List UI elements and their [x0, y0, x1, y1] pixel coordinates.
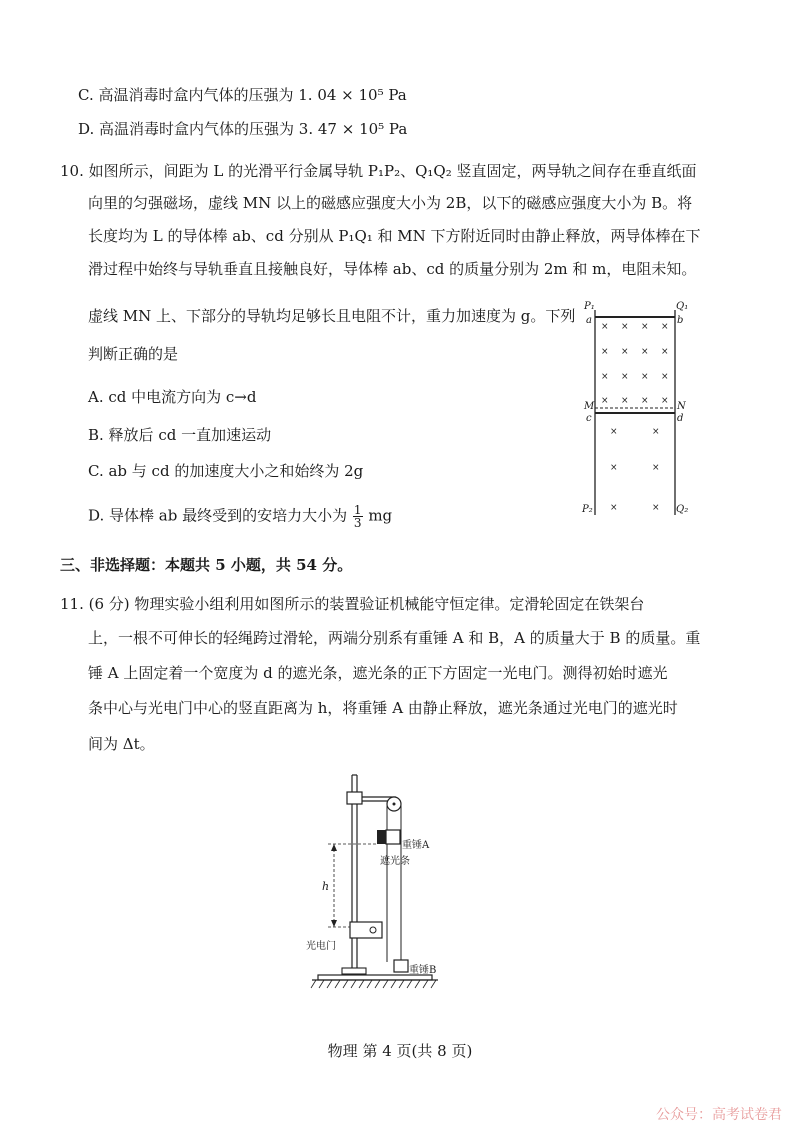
q11-line-5: 间为 Δt。: [88, 735, 155, 753]
q9-option-c: C. 高温消毒时盒内气体的压强为 1. 04 × 10⁵ Pa: [78, 86, 407, 104]
field-cross: ×: [652, 503, 660, 513]
q10-line-6: 判断正确的是: [88, 345, 179, 363]
field-cross: ×: [661, 322, 669, 332]
label-q1: Q₁: [676, 301, 689, 312]
label-p1: P₁: [584, 301, 595, 312]
q10-option-d-prefix: D. 导体棒 ab 最终受到的安培力大小为: [88, 506, 348, 525]
q10-option-d-suffix: mg: [368, 506, 393, 525]
label-shading-strip: 遮光条: [380, 856, 410, 867]
field-cross: ×: [610, 463, 618, 473]
label-d: d: [677, 413, 684, 424]
fraction-numerator: 1: [353, 503, 362, 517]
label-weight-a: 重锤A: [402, 840, 430, 851]
q10-line-1: 10. 如图所示，间距为 L 的光滑平行金属导轨 P₁P₂、Q₁Q₂ 竖直固定，两导轨之间存在垂直纸面: [60, 162, 697, 180]
field-cross: ×: [621, 347, 629, 357]
field-cross: ×: [621, 396, 629, 406]
q10-line-5: 虚线 MN 上、下部分的导轨均足够长且电阻不计，重力加速度为 g。下列: [88, 307, 576, 325]
q10-option-a: A. cd 中电流方向为 c→d: [88, 388, 257, 406]
field-cross: ×: [652, 463, 660, 473]
q11-figure: [300, 772, 450, 997]
field-cross: ×: [621, 322, 629, 332]
q10-line-2: 向里的匀强磁场，虚线 MN 以上的磁感应强度大小为 2B，以下的磁感应强度大小为 B。将: [88, 194, 693, 212]
label-n: N: [677, 401, 686, 412]
field-cross: ×: [641, 372, 649, 382]
field-cross: ×: [641, 322, 649, 332]
field-cross: ×: [661, 372, 669, 382]
label-h: h: [322, 880, 330, 893]
page-footer: 物理 第 4 页(共 8 页): [327, 1042, 473, 1060]
q10-line-3: 长度均为 L 的导体棒 ab、cd 分别从 P₁Q₁ 和 MN 下方附近同时由静止释放，两导体棒在下: [88, 227, 701, 245]
label-q2: Q₂: [676, 504, 689, 515]
q9-option-d: D. 高温消毒时盒内气体的压强为 3. 47 × 10⁵ Pa: [78, 120, 408, 138]
label-c: c: [586, 413, 592, 424]
rails-diagram: [580, 300, 690, 520]
field-cross: ×: [661, 347, 669, 357]
field-cross: ×: [661, 396, 669, 406]
q11-line-1: 11. (6 分) 物理实验小组利用如图所示的装置验证机械能守恒定律。定滑轮固定在铁架台: [60, 595, 645, 613]
q10-option-d: [88, 504, 392, 529]
q11-line-2: 上，一根不可伸长的轻绳跨过滑轮，两端分别系有重锤 A 和 B，A 的质量大于 B 的质量。重: [88, 629, 701, 647]
q10-option-c: C. ab 与 cd 的加速度大小之和始终为 2g: [88, 462, 364, 480]
q11-line-4: 条中心与光电门中心的竖直距离为 h，将重锤 A 由静止释放，遮光条通过光电门的遮光时: [88, 699, 678, 717]
q11-line-3: 锤 A 上固定着一个宽度为 d 的遮光条，遮光条的正下方固定一光电门。测得初始时遮光: [88, 664, 668, 682]
q10-figure: [580, 300, 690, 520]
field-cross: ×: [601, 347, 609, 357]
watermark: 公众号：高考试卷君: [656, 1107, 782, 1123]
q10-line-4: 滑过程中始终与导轨垂直且接触良好，导体棒 ab、cd 的质量分别为 2m 和 m，电阻未知。: [88, 260, 697, 278]
label-p2: P₂: [582, 504, 593, 515]
field-cross: ×: [610, 503, 618, 513]
label-weight-b: 重锤B: [409, 965, 437, 976]
field-cross: ×: [652, 427, 660, 437]
field-cross: ×: [641, 347, 649, 357]
field-cross: ×: [601, 396, 609, 406]
label-photogate: 光电门: [306, 941, 336, 952]
fraction-denominator: 3: [353, 516, 362, 530]
label-m: M: [584, 401, 595, 412]
field-cross: ×: [621, 372, 629, 382]
field-cross: ×: [601, 372, 609, 382]
section-title: 三、非选择题：本题共 5 小题，共 54 分。: [60, 556, 353, 574]
q10-option-b: B. 释放后 cd 一直加速运动: [88, 426, 272, 444]
field-cross: ×: [601, 322, 609, 332]
label-b: b: [677, 315, 684, 326]
q10-option-d-fraction: [353, 504, 363, 529]
field-cross: ×: [610, 427, 618, 437]
label-a: a: [586, 315, 592, 326]
field-cross: ×: [641, 396, 649, 406]
